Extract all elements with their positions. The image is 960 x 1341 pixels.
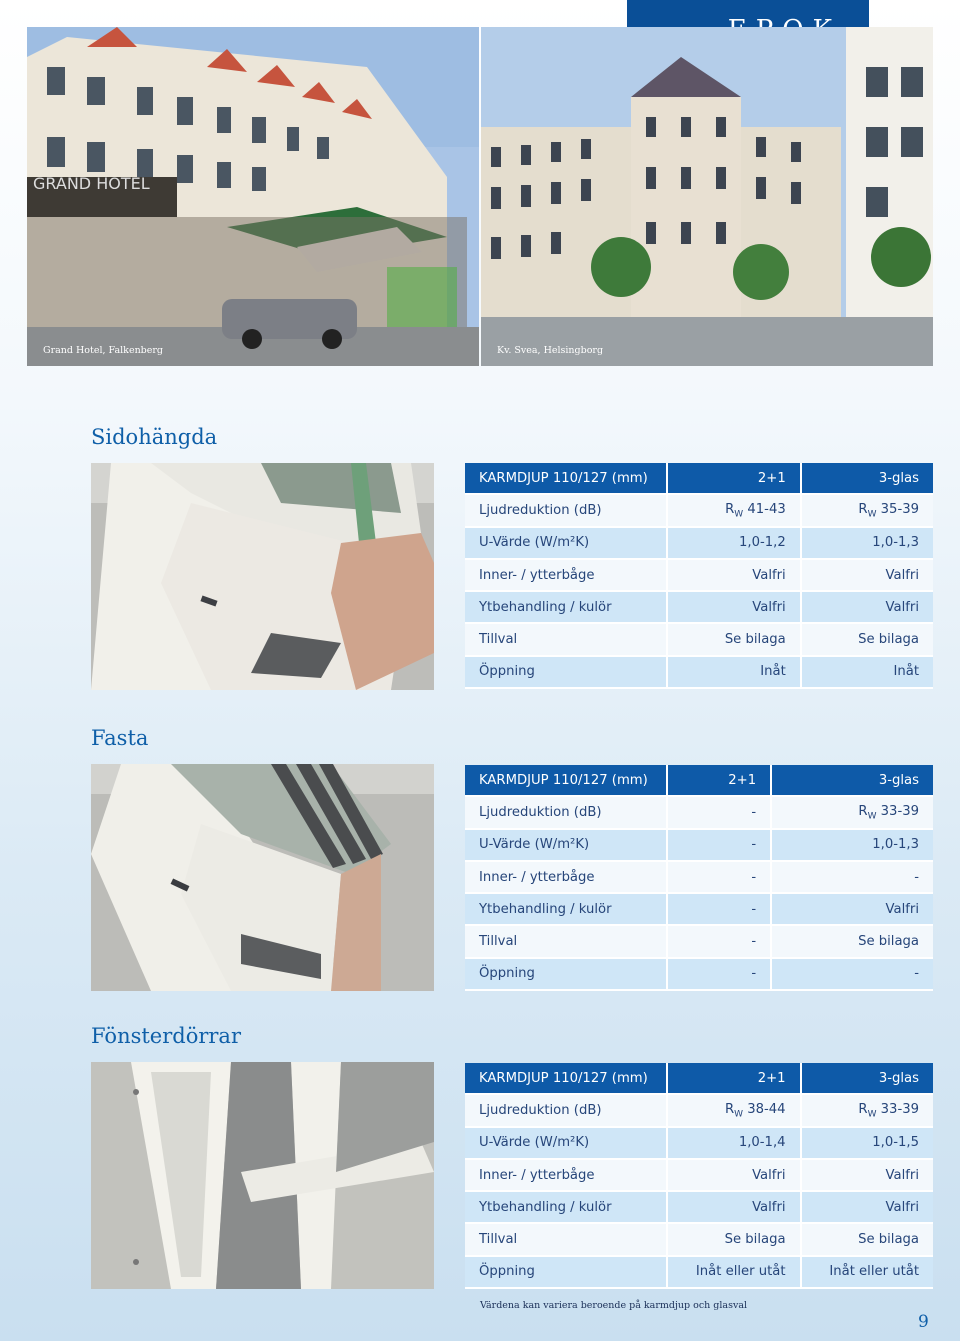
row-label: Ljudreduktion (dB) (465, 1094, 667, 1126)
value-cell: - (771, 958, 933, 990)
value-cell: Se bilaga (771, 925, 933, 957)
value-cell: Se bilaga (667, 623, 801, 655)
value-cell: - (667, 861, 771, 893)
header-cell: 2+1 (667, 463, 801, 494)
section-title-fonsterdorrar: Fönsterdörrar (91, 1024, 241, 1048)
product-image-fonsterdorrar (91, 1062, 434, 1289)
value-cell: Se bilaga (667, 1223, 801, 1255)
row-label: Ljudreduktion (dB) (465, 494, 667, 526)
table-header-row (465, 765, 933, 796)
table-header-row (465, 463, 933, 494)
row-label: U-Värde (W/m²K) (465, 829, 667, 861)
product-image-fasta (91, 764, 434, 991)
header-cell: 3-glas (801, 1063, 933, 1094)
svg-text:GRAND HOTEL: GRAND HOTEL (33, 174, 150, 193)
table-row (465, 1191, 933, 1223)
value-cell: Valfri (801, 1159, 933, 1191)
value-cell: Valfri (667, 591, 801, 623)
table-row (465, 559, 933, 591)
table-row (465, 893, 933, 925)
photo-caption: Kv. Svea, Helsingborg (497, 345, 604, 356)
row-label: Tillval (465, 1223, 667, 1255)
value-cell: $R_W$ 41-43 (667, 494, 801, 526)
value-cell: - (667, 958, 771, 990)
value-cell: 1,0-1,4 (667, 1127, 801, 1159)
table-row (465, 1256, 933, 1288)
row-label: Tillval (465, 623, 667, 655)
value-cell: $R_W$ 35-39 (801, 494, 933, 526)
value-cell: 1,0-1,5 (801, 1127, 933, 1159)
table-row (465, 829, 933, 861)
photo-grand-hotel (27, 27, 479, 366)
value-cell: Se bilaga (801, 623, 933, 655)
table-row (465, 958, 933, 990)
header-cell: 2+1 (667, 765, 771, 796)
row-label: Ytbehandling / kulör (465, 591, 667, 623)
header-cell: 3-glas (771, 765, 933, 796)
table-row (465, 1223, 933, 1255)
row-label: Öppning (465, 656, 667, 688)
value-cell: 1,0-1,2 (667, 527, 801, 559)
table-row (465, 494, 933, 526)
row-label: U-Värde (W/m²K) (465, 1127, 667, 1159)
value-cell: Valfri (801, 559, 933, 591)
value-cell: Valfri (801, 1191, 933, 1223)
table-row (465, 1094, 933, 1126)
spec-table-fasta (465, 765, 933, 991)
value-cell: - (667, 829, 771, 861)
row-label: Ljudreduktion (dB) (465, 796, 667, 828)
value-cell: Inåt eller utåt (667, 1256, 801, 1288)
value-cell: Valfri (667, 1159, 801, 1191)
table-row (465, 656, 933, 688)
value-cell: $R_W$ 33-39 (801, 1094, 933, 1126)
table-row (465, 527, 933, 559)
value-cell: 1,0-1,3 (801, 527, 933, 559)
table-header-row (465, 1063, 933, 1094)
header-cell: 3-glas (801, 463, 933, 494)
table-row (465, 925, 933, 957)
value-cell: - (667, 925, 771, 957)
value-cell: Valfri (667, 559, 801, 591)
value-cell: $R_W$ 33-39 (771, 796, 933, 828)
row-label: Inner- / ytterbåge (465, 1159, 667, 1191)
table-row (465, 1127, 933, 1159)
row-label: Ytbehandling / kulör (465, 893, 667, 925)
page-number: 9 (918, 1312, 929, 1332)
row-label: Ytbehandling / kulör (465, 1191, 667, 1223)
value-cell: Se bilaga (801, 1223, 933, 1255)
header-cell: KARMDJUP 110/127 (mm) (465, 463, 667, 494)
value-cell: - (667, 796, 771, 828)
value-cell: - (667, 893, 771, 925)
value-cell: Inåt (667, 656, 801, 688)
row-label: Inner- / ytterbåge (465, 861, 667, 893)
row-label: Öppning (465, 1256, 667, 1288)
product-image-sidohangda (91, 463, 434, 690)
photo-caption: Grand Hotel, Falkenberg (43, 345, 164, 356)
row-label: Öppning (465, 958, 667, 990)
spec-table-sidohangda (465, 463, 933, 689)
table-row (465, 591, 933, 623)
table-row (465, 861, 933, 893)
header-cell: KARMDJUP 110/127 (mm) (465, 1063, 667, 1094)
value-cell: $R_W$ 38-44 (667, 1094, 801, 1126)
table-row (465, 1159, 933, 1191)
value-cell: 1,0-1,3 (771, 829, 933, 861)
value-cell: Valfri (771, 893, 933, 925)
section-title-fasta: Fasta (91, 726, 149, 750)
row-label: U-Värde (W/m²K) (465, 527, 667, 559)
header-cell: 2+1 (667, 1063, 801, 1094)
value-cell: Valfri (667, 1191, 801, 1223)
row-label: Inner- / ytterbåge (465, 559, 667, 591)
table-row (465, 623, 933, 655)
spec-table-fonsterdorrar (465, 1063, 933, 1289)
value-cell: Valfri (801, 591, 933, 623)
table-row (465, 796, 933, 828)
value-cell: Inåt eller utåt (801, 1256, 933, 1288)
row-label: Tillval (465, 925, 667, 957)
section-title-sidohangda: Sidohängda (91, 425, 218, 449)
value-cell: Inåt (801, 656, 933, 688)
footnote: Värdena kan variera beroende på karmdjup och glasval (480, 1300, 748, 1311)
header-cell: KARMDJUP 110/127 (mm) (465, 765, 667, 796)
photo-kv-svea (481, 27, 933, 366)
value-cell: - (771, 861, 933, 893)
